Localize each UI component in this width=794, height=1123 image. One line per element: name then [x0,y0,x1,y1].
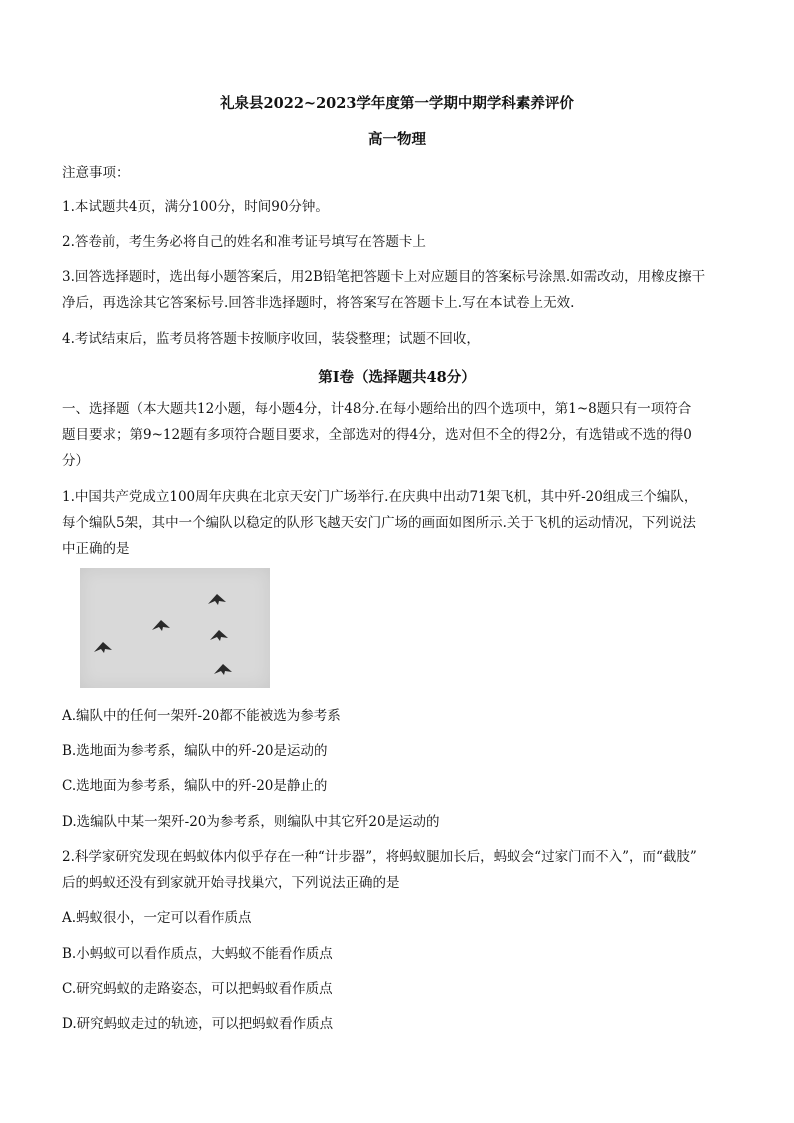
jet-icon [150,618,172,632]
question-1-option: D.选编队中某一架歼-20为参考系，则编队中其它歼20是运动的 [62,814,440,830]
section-title: 第I卷（选择题共48分） [318,369,476,386]
notice-item: 净后，再选涂其它答案标号.回答非选择题时，将答案写在答题卡上.写在本试卷上无效. [62,295,575,311]
notice-item: 4.考试结束后，监考员将答题卡按顺序收回，装袋整理；试题不回收， [62,331,480,347]
question-2-option: D.研究蚂蚁走过的轨迹，可以把蚂蚁看作质点 [62,1016,334,1032]
notice-item: 2.答卷前，考生务必将自己的姓名和准考证号填写在答题卡上 [62,234,426,250]
section-intro: 题目要求；第9~12题有多项符合题目要求，全部选对的得4分，选对但不全的得2分，有选错或不选的得0 [62,427,692,443]
jet-icon [206,592,228,606]
section-intro: 一、选择题（本大题共12小题，每小题4分，计48分.在每小题给出的四个选项中，第1~8题只有一项符合 [62,401,692,417]
notice-item: 3.回答选择题时，选出每小题答案后，用2B铅笔把答题卡上对应题目的答案标号涂黑.如需改动，用橡皮擦干 [62,269,706,285]
jet-icon [92,640,114,654]
question-2-option: C.研究蚂蚁的走路姿态，可以把蚂蚁看作质点 [62,981,333,997]
notice-heading: 注意事项： [62,165,130,181]
notice-item: 1.本试题共4页，满分100分，时间90分钟。 [62,199,329,215]
question-1-stem: 中正确的是 [62,541,130,557]
question-2-option: B.小蚂蚁可以看作质点，大蚂蚁不能看作质点 [62,946,333,962]
jet-icon [212,662,234,676]
question-2-option: A.蚂蚁很小，一定可以看作质点 [62,910,252,926]
question-1-option: C.选地面为参考系，编队中的歼-20是静止的 [62,778,328,794]
question-2-stem: 2.科学家研究发现在蚂蚁体内似乎存在一种“计步器”，将蚂蚁腿加长后，蚂蚁会“过家门而不入”，而“截肢” [62,849,697,865]
jet-icon [208,628,230,642]
exam-subject: 高一物理 [368,131,426,148]
question-1-option: A.编队中的任何一架歼-20都不能被选为参考系 [62,708,341,724]
section-intro: 分） [62,453,89,469]
formation-photo [80,568,270,688]
exam-title: 礼泉县2022~2023学年度第一学期中期学科素养评价 [220,95,574,112]
question-1-stem: 1.中国共产党成立100周年庆典在北京天安门广场举行.在庆典中出动71架飞机，其中歼-20组成三个编队， [62,489,698,505]
question-1-stem: 每个编队5架，其中一个编队以稳定的队形飞越天安门广场的画面如图所示.关于飞机的运动情况，下列说法 [62,515,696,531]
question-2-stem: 后的蚂蚁还没有到家就开始寻找巢穴，下列说法正确的是 [62,875,400,891]
question-1-option: B.选地面为参考系，编队中的歼-20是运动的 [62,743,328,759]
